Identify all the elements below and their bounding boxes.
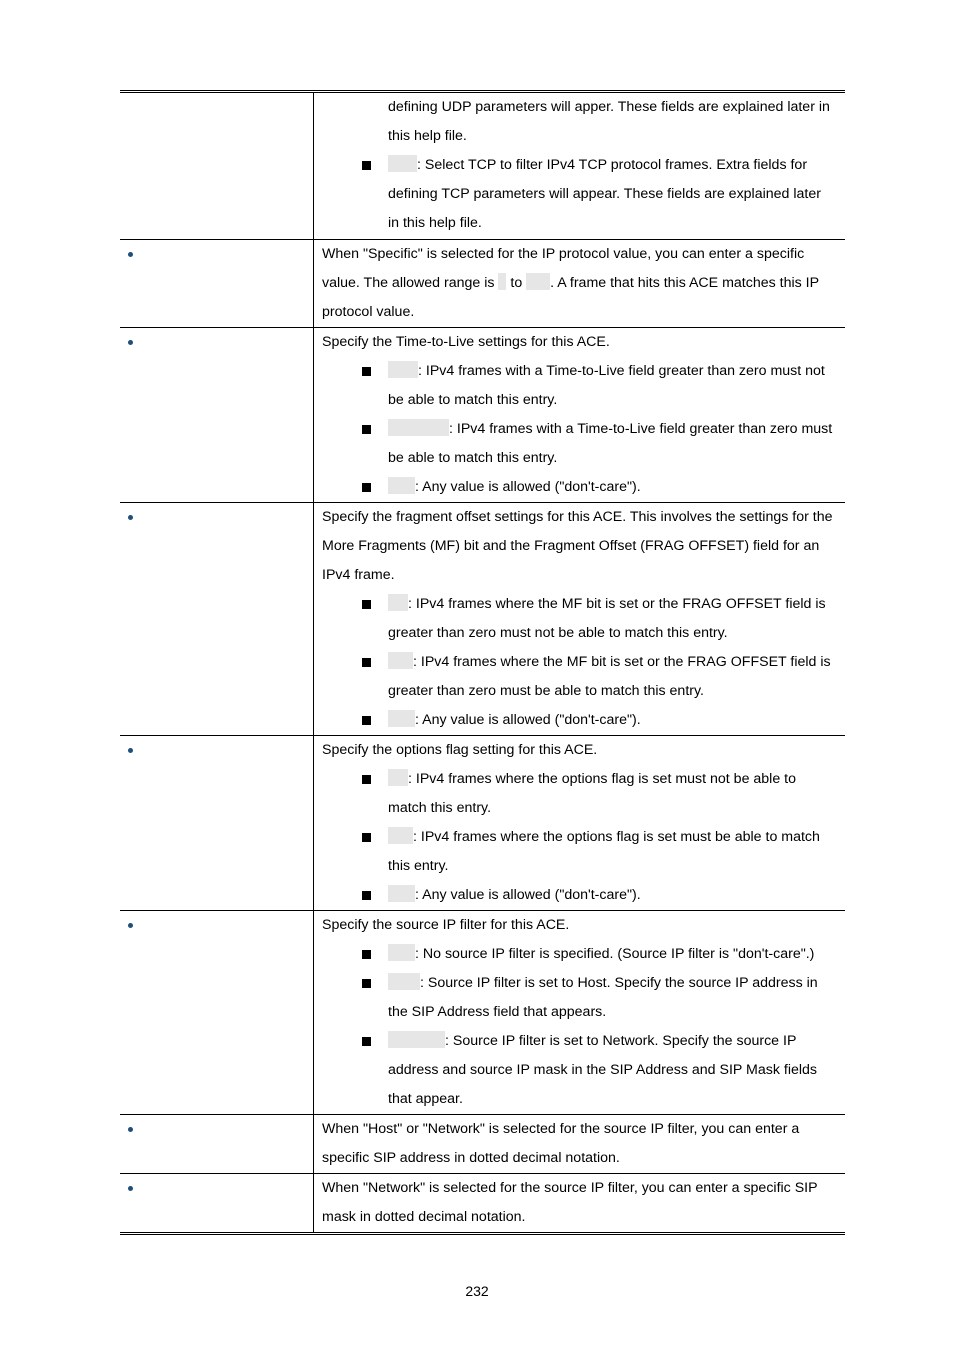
square-bullet-icon	[362, 1037, 371, 1046]
parameter-description-cell	[314, 910, 846, 1114]
description-line: : IPv4 frames where the MF bit is set or the FRAG OFFSET field is	[413, 653, 831, 670]
description-line: : Any value is allowed ("don't-care").	[415, 711, 641, 728]
description-line: When "Network" is selected for the source IP filter, you can enter a specific SIP	[322, 1179, 818, 1196]
description-line: that appear.	[388, 1090, 463, 1107]
description-line: Specify the source IP filter for this ACE.	[322, 916, 570, 933]
term-highlight	[388, 652, 413, 669]
list-item	[322, 473, 839, 502]
description-text: value. The allowed range is	[322, 274, 495, 291]
description-line: be able to match this entry.	[388, 391, 558, 408]
bullet-icon	[128, 923, 133, 928]
description-line: : Any value is allowed ("don't-care").	[415, 478, 641, 495]
description-line: address and source IP mask in the SIP Address and SIP Mask fields	[388, 1061, 818, 1078]
table-row	[120, 327, 845, 502]
list-item	[322, 765, 839, 823]
table-row	[120, 1173, 845, 1233]
parameter-name-cell	[120, 93, 314, 239]
term-highlight	[388, 155, 417, 172]
table-row	[120, 735, 845, 910]
description-line: More Fragments (MF) bit and the Fragment Offset (FRAG OFFSET) field for an	[322, 537, 820, 554]
square-bullet-icon	[362, 425, 371, 434]
term-highlight	[388, 769, 408, 786]
term-highlight	[388, 477, 415, 494]
list-item	[322, 706, 839, 735]
square-bullet-icon	[362, 716, 371, 725]
term-highlight	[388, 973, 420, 990]
description-line: : IPv4 frames where the options flag is set must be able to match	[413, 828, 820, 845]
term-highlight	[388, 944, 415, 961]
description-line: mask in dotted decimal notation.	[322, 1208, 526, 1225]
description-line: specific SIP address in dotted decimal notation.	[322, 1149, 620, 1166]
description-line: : Source IP filter is set to Host. Specify the source IP address in	[420, 974, 818, 991]
list-item	[322, 415, 839, 473]
table-row	[120, 1114, 845, 1173]
parameter-description-cell	[314, 239, 846, 327]
description-line: : IPv4 frames where the MF bit is set or the FRAG OFFSET field is	[408, 595, 826, 612]
table-row	[120, 910, 845, 1114]
term-highlight	[388, 710, 415, 727]
bullet-icon	[128, 252, 133, 257]
bullet-icon	[128, 1127, 133, 1132]
description-line: greater than zero must not be able to match this entry.	[388, 624, 728, 641]
list-item	[322, 1027, 839, 1114]
parameter-table	[120, 93, 845, 1235]
description-line: IPv4 frame.	[322, 566, 395, 583]
description-line: When "Specific" is selected for the IP protocol value, you can enter a specific	[322, 245, 805, 262]
parameter-name-cell	[120, 1173, 314, 1233]
term-highlight	[388, 1031, 445, 1048]
description-line: : No source IP filter is specified. (Source IP filter is "don't-care".)	[415, 945, 815, 962]
square-bullet-icon	[362, 950, 371, 959]
page-number: 232	[465, 1283, 489, 1299]
parameter-description-cell	[314, 93, 846, 239]
parameter-description-cell	[314, 1114, 846, 1173]
list-item	[322, 940, 839, 969]
table-row	[120, 502, 845, 735]
term-highlight	[498, 273, 506, 290]
description-line: : Select TCP to filter IPv4 TCP protocol frames. Extra fields for	[417, 157, 808, 173]
bullet-icon	[128, 1186, 133, 1191]
description-line: defining TCP parameters will appear. These fields are explained later	[388, 186, 821, 202]
list-item	[322, 881, 839, 910]
description-line: this help file.	[388, 128, 467, 144]
parameter-description-cell	[314, 502, 846, 735]
table-row	[120, 93, 845, 239]
square-bullet-icon	[362, 600, 371, 609]
description-line: : IPv4 frames with a Time-to-Live field greater than zero must not	[418, 362, 825, 379]
description-line: be able to match this entry.	[388, 449, 558, 466]
list-item	[322, 590, 839, 648]
description-line: match this entry.	[388, 799, 492, 816]
description-line: Specify the Time-to-Live settings for this ACE.	[322, 333, 610, 350]
list-item	[322, 823, 839, 881]
description-line: : IPv4 frames with a Time-to-Live field greater than zero must	[449, 420, 833, 437]
parameter-name-cell	[120, 502, 314, 735]
bullet-icon	[128, 340, 133, 345]
description-text: to	[510, 274, 523, 291]
bullet-icon	[128, 515, 133, 520]
description-line: : IPv4 frames where the options flag is set must not be able to	[408, 770, 796, 787]
description-line: this entry.	[388, 857, 449, 874]
description-line: the SIP Address field that appears.	[388, 1003, 607, 1020]
term-highlight	[388, 594, 408, 611]
description-line: : Source IP filter is set to Network. Specify the source IP	[445, 1032, 797, 1049]
parameter-description-cell	[314, 735, 846, 910]
description-line: in this help file.	[388, 215, 482, 231]
description-line: Specify the options flag setting for this ACE.	[322, 741, 598, 758]
term-highlight	[388, 419, 449, 436]
square-bullet-icon	[362, 483, 371, 492]
term-highlight	[388, 885, 415, 902]
list-item	[322, 151, 839, 238]
bullet-icon	[128, 748, 133, 753]
description-line: protocol value.	[322, 303, 415, 320]
parameter-name-cell	[120, 735, 314, 910]
parameter-description-cell	[314, 327, 846, 502]
list-item	[322, 969, 839, 1027]
description-line: greater than zero must be able to match this entry.	[388, 682, 704, 699]
square-bullet-icon	[362, 891, 371, 900]
table-row	[120, 239, 845, 327]
description-line: defining UDP parameters will apper. These fields are explained later in	[388, 99, 830, 115]
parameter-name-cell	[120, 1114, 314, 1173]
parameter-description-cell	[314, 1173, 846, 1233]
square-bullet-icon	[362, 367, 371, 376]
parameter-name-cell	[120, 910, 314, 1114]
square-bullet-icon	[362, 658, 371, 667]
description-line: Specify the fragment offset settings for this ACE. This involves the settings for the	[322, 508, 833, 525]
parameter-name-cell	[120, 239, 314, 327]
square-bullet-icon	[362, 775, 371, 784]
description-line: : Any value is allowed ("don't-care").	[415, 886, 641, 903]
parameter-name-cell	[120, 327, 314, 502]
square-bullet-icon	[362, 979, 371, 988]
description-line: When "Host" or "Network" is selected for the source IP filter, you can enter a	[322, 1120, 800, 1137]
term-highlight	[526, 273, 550, 290]
term-highlight	[388, 361, 418, 378]
term-highlight	[388, 827, 413, 844]
square-bullet-icon	[362, 161, 371, 170]
list-item	[322, 357, 839, 415]
square-bullet-icon	[362, 833, 371, 842]
description-text: . A frame that hits this ACE matches this IP	[550, 274, 820, 291]
list-item	[322, 648, 839, 706]
